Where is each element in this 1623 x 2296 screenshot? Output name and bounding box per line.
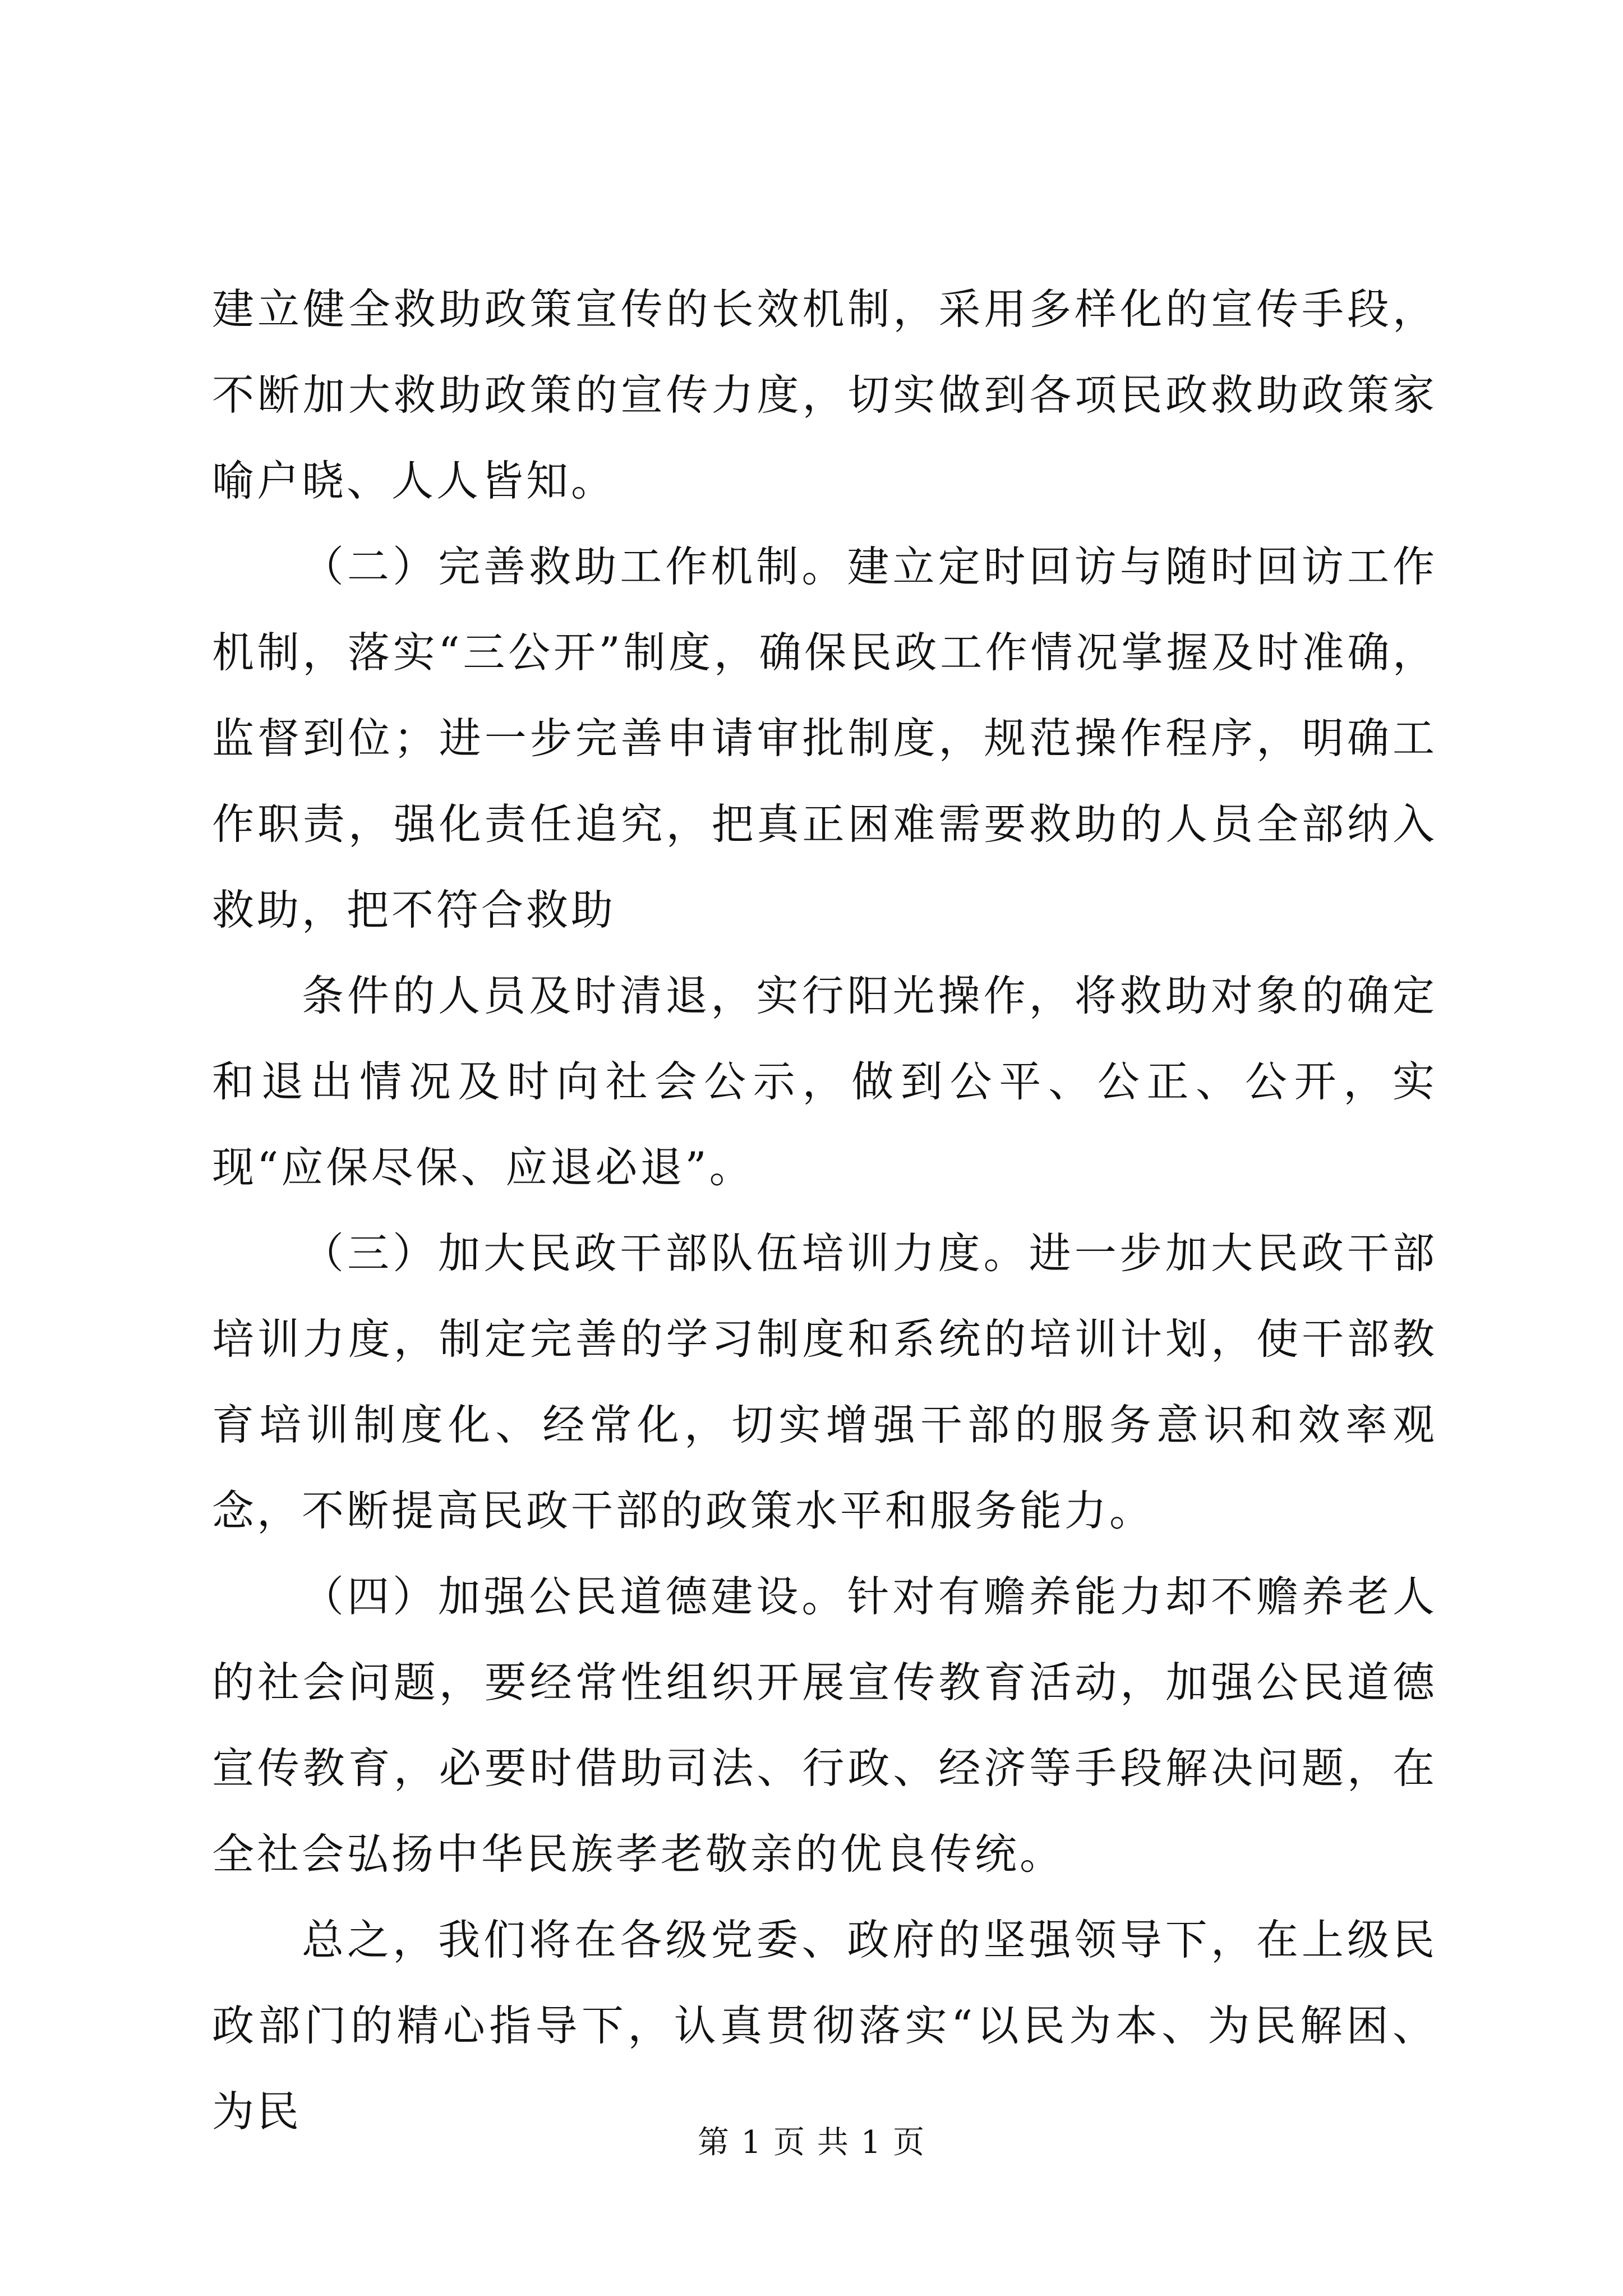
paragraph-4: （三）加大民政干部队伍培训力度。进一步加大民政干部培训力度，制定完善的学习制度和系统的培训计划，使干部教育培训制度化、经常化，切实增强干部的服务意识和效率观念，不断提高民政干部的政策水平和服务能力。 [212,1228,1437,1535]
paragraph-2: （二）完善救助工作机制。建立定时回访与随时回访工作机制，落实“三公开”制度，确保民政工作情况掌握及时准确，监督到位；进一步完善申请审批制度，规范操作程序，明确工作职责，强化责任追究，把真正困难需要救助的人员全部纳入救助，把不符合救助 [212,542,1437,935]
document-body [212,266,1437,2155]
paragraph-6: 总之，我们将在各级党委、政府的坚强领导下，在上级民政部门的精心指导下，认真贯彻落实“以民为本、为民解困、为民 [212,1915,1437,2136]
page-footer: 第 1 页 共 1 页 [697,2124,926,2161]
paragraph-1: 建立健全救助政策宣传的长效机制，采用多样化的宣传手段，不断加大救助政策的宣传力度，切实做到各项民政救助政策家喻户晓、人人皆知。 [212,284,1437,505]
paragraph-5: （四）加强公民道德建设。针对有赡养能力却不赡养老人的社会问题，要经常性组织开展宣传教育活动，加强公民道德宣传教育，必要时借助司法、行政、经济等手段解决问题，在全社会弘扬中华民族孝老敬亲的优良传统。 [212,1572,1437,1879]
paragraph-3: 条件的人员及时清退，实行阳光操作，将救助对象的确定和退出情况及时向社会公示，做到公平、公正、公开，实现“应保尽保、应退必退”。 [212,971,1437,1192]
